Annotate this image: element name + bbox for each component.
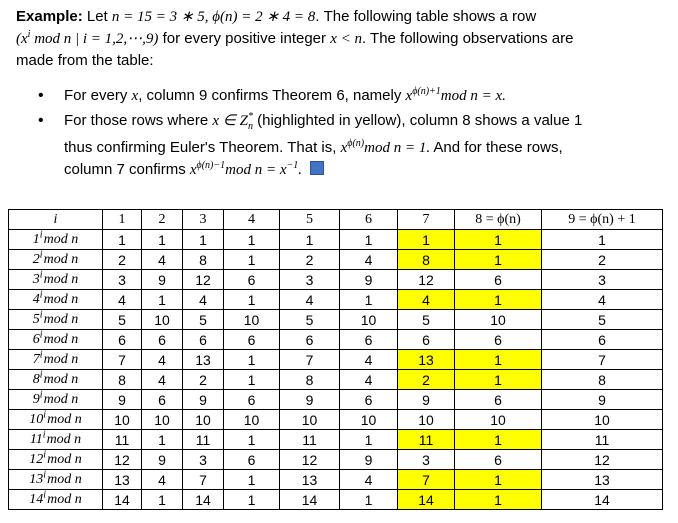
row-label-base: 13 — [29, 471, 44, 487]
table-cell: 1 — [455, 230, 542, 250]
table-row — [9, 450, 663, 470]
bullet-text: And for these rows, — [430, 139, 563, 156]
row-label-exp: i — [43, 488, 47, 500]
table-cell: 10 — [280, 410, 340, 430]
row-label — [9, 250, 103, 270]
row-label-exp: i — [43, 468, 47, 480]
row-label-suffix: mod n — [47, 411, 82, 427]
table-cell: 10 — [224, 310, 280, 330]
row-label-base: 4 — [32, 291, 40, 307]
table-cell: 14 — [542, 490, 663, 510]
header-cell-col-4: 4 — [224, 210, 280, 230]
bullet-math: x ∈ Z — [212, 113, 248, 129]
row-label — [9, 350, 103, 370]
table-cell: 12 — [542, 450, 663, 470]
table-cell: 4 — [280, 290, 340, 310]
table-cell: 14 — [103, 490, 142, 510]
table-cell: 1 — [224, 350, 280, 370]
table-cell: 13 — [398, 350, 455, 370]
row-label-base: 9 — [32, 391, 40, 407]
table-cell: 2 — [280, 250, 340, 270]
table-cell: 4 — [103, 290, 142, 310]
table-cell: 9 — [183, 390, 224, 410]
row-label-exp: i — [39, 348, 43, 360]
table-header-row — [9, 210, 663, 230]
table-row — [9, 290, 663, 310]
table-cell: 10 — [142, 410, 183, 430]
table-cell: 11 — [280, 430, 340, 450]
table-row — [9, 490, 663, 510]
table-cell: 6 — [224, 390, 280, 410]
row-label-suffix: mod n — [43, 371, 79, 387]
table-cell: 1 — [340, 430, 398, 450]
table-cell: 1 — [224, 370, 280, 390]
table-cell: 12 — [183, 270, 224, 290]
row-label-exp: i — [43, 408, 47, 420]
row-label — [9, 430, 103, 450]
bullet-math-sup: ϕ(n)+1 — [412, 86, 441, 97]
table-cell: 1 — [224, 230, 280, 250]
table-row — [9, 350, 663, 370]
table-cell: 12 — [103, 450, 142, 470]
row-label-base: 7 — [32, 351, 40, 367]
table-cell: 12 — [280, 450, 340, 470]
header-cell-col-3: 3 — [183, 210, 224, 230]
header-cell-i: i — [9, 210, 103, 230]
table-cell: 1 — [103, 230, 142, 250]
table-cell: 8 — [398, 250, 455, 270]
table-cell: 8 — [183, 250, 224, 270]
row-label-suffix: mod n — [43, 351, 79, 367]
table-cell: 6 — [455, 390, 542, 410]
observations-list — [38, 85, 648, 184]
bullet-math-sub: n — [247, 121, 253, 132]
table-cell: 2 — [542, 250, 663, 270]
table-cell: 14 — [183, 490, 224, 510]
row-label — [9, 230, 103, 250]
table-cell: 5 — [183, 310, 224, 330]
table-cell: 6 — [224, 270, 280, 290]
table-cell: 9 — [142, 450, 183, 470]
table-cell: 1 — [455, 470, 542, 490]
table-cell: 1 — [142, 290, 183, 310]
table-cell: 1 — [542, 230, 663, 250]
table-cell: 3 — [398, 450, 455, 470]
row-label — [9, 390, 103, 410]
row-label-suffix: mod n — [46, 431, 82, 447]
bullet-text: (highlighted in yellow), column 8 shows a value 1 — [252, 112, 583, 129]
table-row — [9, 430, 663, 450]
table-row — [9, 470, 663, 490]
row-label-exp: i — [39, 308, 43, 320]
table-cell: 1 — [224, 470, 280, 490]
table-row — [9, 270, 663, 290]
table-cell: 6 — [340, 390, 398, 410]
bullet-math-sup: −1 — [286, 160, 299, 171]
row-label-suffix: mod n — [43, 331, 79, 347]
table-cell: 14 — [398, 490, 455, 510]
table-cell: 1 — [142, 430, 183, 450]
table-cell: 9 — [142, 270, 183, 290]
table-cell: 2 — [183, 370, 224, 390]
table-cell: 1 — [142, 490, 183, 510]
row-label — [9, 310, 103, 330]
intro-math: n = 15 = 3 ∗ 5, ϕ(n) = 2 ∗ 4 = 8 — [111, 9, 316, 25]
table-cell: 7 — [542, 350, 663, 370]
table-cell: 1 — [183, 230, 224, 250]
table-cell: 5 — [398, 310, 455, 330]
table-cell: 8 — [280, 370, 340, 390]
table-cell: 1 — [455, 250, 542, 270]
bullet-math: mod n = 1. — [364, 140, 431, 156]
table-cell: 6 — [142, 390, 183, 410]
table-cell: 6 — [103, 330, 142, 350]
table-cell: 10 — [142, 310, 183, 330]
row-label-base: 12 — [29, 451, 44, 467]
table-cell: 10 — [103, 410, 142, 430]
row-label-exp: i — [39, 388, 43, 400]
table-cell: 4 — [340, 470, 398, 490]
table-cell: 10 — [398, 410, 455, 430]
table-cell: 1 — [455, 290, 542, 310]
table-cell: 13 — [183, 350, 224, 370]
table-cell: 6 — [542, 330, 663, 350]
table-cell: 6 — [455, 450, 542, 470]
table-cell: 3 — [103, 270, 142, 290]
header-cell-col-2: 2 — [142, 210, 183, 230]
header-cell-col-7: 7 — [398, 210, 455, 230]
row-label-suffix: mod n — [43, 231, 79, 247]
bullet-math: mod n = x — [225, 162, 287, 178]
row-label-suffix: mod n — [47, 471, 82, 487]
row-label-suffix: mod n — [47, 491, 82, 507]
intro-text: . The following table shows a row — [315, 8, 537, 25]
table-cell: 9 — [542, 390, 663, 410]
bullet-math-sup: ϕ(n)−1 — [196, 160, 226, 171]
table-cell: 4 — [142, 470, 183, 490]
table-cell: 6 — [183, 330, 224, 350]
table-cell: 4 — [142, 350, 183, 370]
table-cell: 6 — [398, 330, 455, 350]
table-cell: 8 — [542, 370, 663, 390]
row-label — [9, 490, 103, 510]
header-cell-col-8: 8 = ϕ(n) — [455, 210, 542, 230]
intro-math: mod n | i = 1,2,⋯,9) — [30, 31, 159, 47]
table-row — [9, 330, 663, 350]
bullet-text: thus confirming Euler's Theorem. That is, — [64, 139, 341, 156]
table-cell: 6 — [224, 450, 280, 470]
row-label-suffix: mod n — [43, 251, 79, 267]
row-label-suffix: mod n — [43, 291, 79, 307]
table-cell: 14 — [280, 490, 340, 510]
row-label-exp: i — [42, 428, 46, 440]
table-cell: 3 — [280, 270, 340, 290]
table-row — [9, 390, 663, 410]
row-label-base: 5 — [32, 311, 40, 327]
table-cell: 9 — [340, 450, 398, 470]
table-cell: 4 — [142, 250, 183, 270]
row-label — [9, 290, 103, 310]
table-cell: 1 — [398, 230, 455, 250]
intro-paragraph — [16, 6, 666, 72]
intro-text: Let — [82, 8, 112, 25]
row-label-exp: i — [39, 328, 43, 340]
row-label-base: 6 — [32, 331, 40, 347]
table-cell: 6 — [455, 270, 542, 290]
table-cell: 4 — [542, 290, 663, 310]
table-cell: 4 — [340, 350, 398, 370]
bullet-math: x — [189, 162, 197, 178]
row-label-base: 3 — [32, 271, 40, 287]
header-cell-col-6: 6 — [340, 210, 398, 230]
table-cell: 11 — [398, 430, 455, 450]
table-cell: 9 — [280, 390, 340, 410]
powers-mod-table — [8, 209, 663, 510]
table-cell: 5 — [542, 310, 663, 330]
observation-item — [38, 110, 648, 181]
table-cell: 10 — [340, 310, 398, 330]
table-cell: 5 — [280, 310, 340, 330]
table-cell: 1 — [142, 230, 183, 250]
bullet-text: , column 9 confirms Theorem 6, namely — [138, 87, 406, 104]
table-cell: 10 — [340, 410, 398, 430]
intro-math: (x — [16, 31, 28, 47]
row-label — [9, 450, 103, 470]
row-label-base: 11 — [29, 431, 43, 447]
bullet-math-sup: * — [247, 111, 253, 122]
table-row — [9, 250, 663, 270]
table-cell: 1 — [224, 490, 280, 510]
table-cell: 7 — [398, 470, 455, 490]
table-cell: 11 — [183, 430, 224, 450]
row-label — [9, 470, 103, 490]
table-row — [9, 310, 663, 330]
table-row — [9, 370, 663, 390]
blue-square-icon — [310, 161, 324, 175]
row-label-exp: i — [39, 288, 43, 300]
table-cell: 4 — [340, 250, 398, 270]
table-cell: 6 — [224, 330, 280, 350]
row-label-base: 10 — [29, 411, 44, 427]
table-cell: 1 — [455, 490, 542, 510]
table-cell: 10 — [542, 410, 663, 430]
intro-math: x < n — [330, 31, 362, 47]
intro-text: made from the table: — [16, 52, 154, 69]
table-cell: 10 — [455, 410, 542, 430]
table-cell: 1 — [455, 370, 542, 390]
row-label-exp: i — [39, 248, 43, 260]
table-cell: 8 — [103, 370, 142, 390]
table-row — [9, 410, 663, 430]
row-label — [9, 410, 103, 430]
header-cell-col-9: 9 = ϕ(n) + 1 — [542, 210, 663, 230]
table-cell: 6 — [340, 330, 398, 350]
row-label-suffix: mod n — [43, 311, 79, 327]
bullet-math: x — [405, 88, 413, 104]
table-cell: 1 — [280, 230, 340, 250]
table-cell: 6 — [455, 330, 542, 350]
table-cell: 13 — [103, 470, 142, 490]
table-cell: 7 — [103, 350, 142, 370]
table-cell: 9 — [398, 390, 455, 410]
table-cell: 13 — [280, 470, 340, 490]
table-cell: 1 — [455, 350, 542, 370]
observation-item — [38, 85, 648, 107]
table-cell: 7 — [280, 350, 340, 370]
row-label-base: 8 — [32, 371, 40, 387]
table-row — [9, 230, 663, 250]
bullet-text: For every — [64, 87, 132, 104]
table-cell: 1 — [455, 430, 542, 450]
bullet-math-sup: ϕ(n) — [347, 138, 365, 149]
table-cell: 2 — [103, 250, 142, 270]
table-cell: 1 — [224, 250, 280, 270]
bullet-math: . — [298, 162, 303, 178]
bullet-text: column 7 confirms — [64, 161, 190, 178]
table-cell: 3 — [542, 270, 663, 290]
table-cell: 6 — [280, 330, 340, 350]
bullet-math: mod n = x. — [440, 88, 506, 104]
table-cell: 10 — [183, 410, 224, 430]
table-cell: 4 — [183, 290, 224, 310]
row-label-exp: i — [39, 368, 43, 380]
table-cell: 1 — [340, 490, 398, 510]
table-cell: 4 — [142, 370, 183, 390]
intro-math-sup: i — [27, 29, 31, 40]
table-cell: 5 — [103, 310, 142, 330]
bullet-math: x — [131, 88, 139, 104]
table-cell: 3 — [183, 450, 224, 470]
table-cell: 1 — [340, 290, 398, 310]
table-cell: 1 — [224, 430, 280, 450]
table-cell: 9 — [340, 270, 398, 290]
table-cell: 11 — [542, 430, 663, 450]
table-cell: 2 — [398, 370, 455, 390]
header-cell-col-1: 1 — [103, 210, 142, 230]
table-cell: 4 — [398, 290, 455, 310]
table-cell: 10 — [455, 310, 542, 330]
bullet-text: For those rows where — [64, 112, 213, 129]
row-label — [9, 370, 103, 390]
table-cell: 7 — [183, 470, 224, 490]
row-label-exp: i — [43, 448, 47, 460]
row-label-base: 2 — [32, 251, 40, 267]
intro-text: for every positive integer — [158, 30, 331, 47]
table-cell: 1 — [340, 230, 398, 250]
row-label — [9, 330, 103, 350]
header-cell-col-5: 5 — [280, 210, 340, 230]
table-cell: 4 — [340, 370, 398, 390]
table-cell: 12 — [398, 270, 455, 290]
table-cell: 11 — [103, 430, 142, 450]
row-label — [9, 270, 103, 290]
bullet-math: x — [340, 140, 348, 156]
table-cell: 9 — [103, 390, 142, 410]
row-label-suffix: mod n — [43, 391, 79, 407]
intro-text: . The following observations are — [361, 30, 574, 47]
row-label-base: 14 — [29, 491, 44, 507]
row-label-exp: i — [39, 228, 43, 240]
table-cell: 13 — [542, 470, 663, 490]
table-cell: 6 — [142, 330, 183, 350]
table-cell: 10 — [224, 410, 280, 430]
example-label: Example: — [16, 8, 83, 25]
row-label-exp: i — [39, 268, 43, 280]
table-cell: 1 — [224, 290, 280, 310]
row-label-suffix: mod n — [43, 271, 79, 287]
row-label-suffix: mod n — [47, 451, 82, 467]
row-label-base: 1 — [32, 231, 40, 247]
